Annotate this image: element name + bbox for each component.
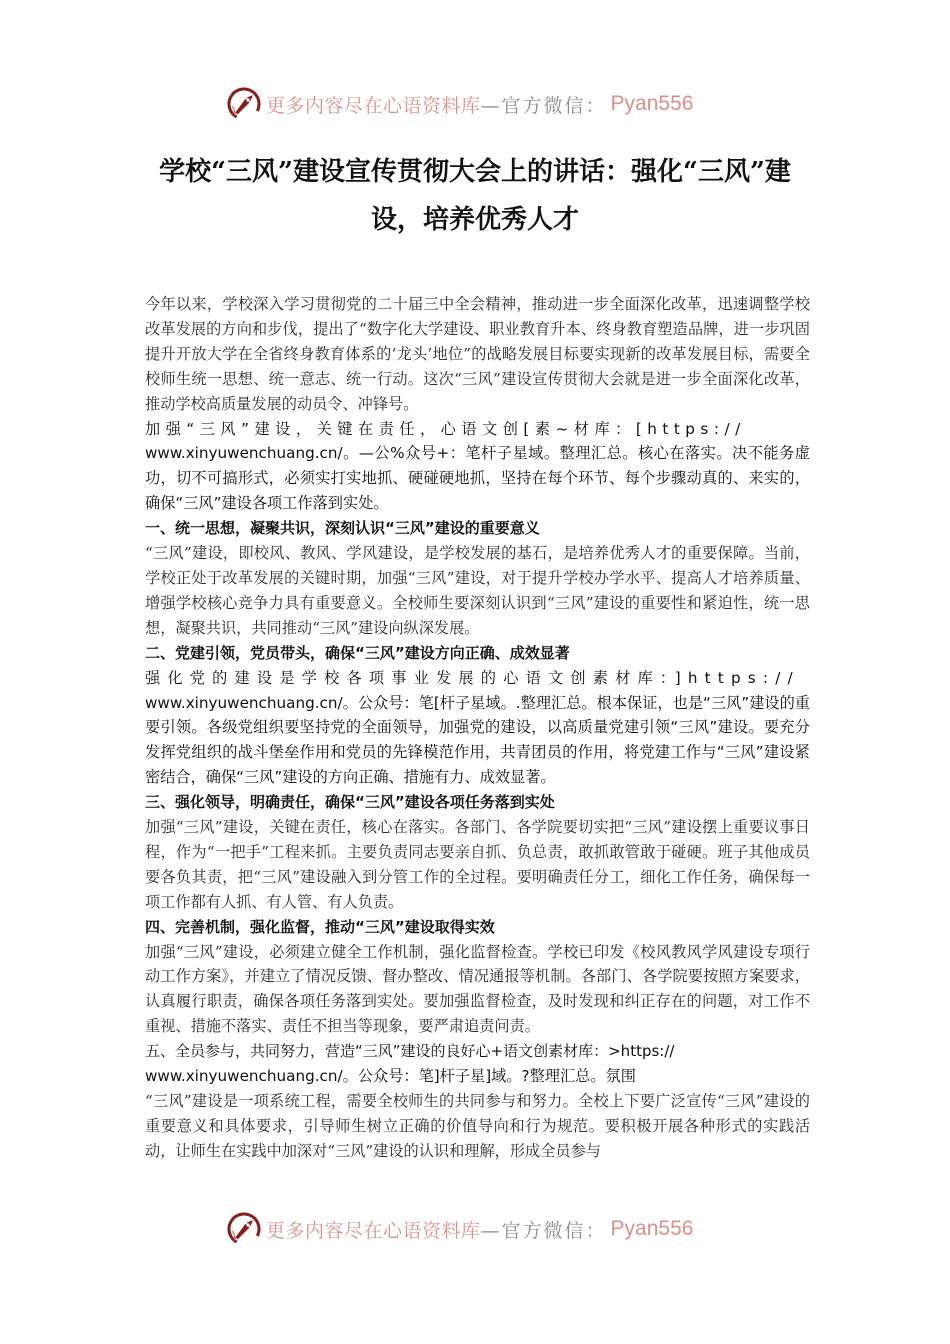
section-2-body-rest: www.xinyuwenchuang.cn/。公众号：笔[杆子星域。.整理汇总。根本保证，也是“三风”建设的重要引领。各级党组织要坚持党的全面领导，加强党的建设，以高质量党建引领“三风”建设。要充分发挥党组织的战斗堡垒作用和党员的先锋模范作用，共青团员的作用，将党建工作与“三风”建设紧密结合，确保“三风”建设的方向正确、措施有力、成效显著。 [145,693,810,787]
document-body [145,292,810,1164]
section-1-body: “三风”建设，即校风、教风、学风建设，是学校发展的基石，是培养优秀人才的重要保障。当前，学校正处于改革发展的关键时期，加强“三风”建设，对于提升学校办学水平、提高人才培养质量、增强学校核心竞争力具有重要意义。全校师生要深刻认识到“三风”建设的重要性和紧迫性，统一思想，凝聚共识，共同推动“三风”建设向纵深发展。 [145,544,810,637]
section-2-body-line-1: 强化党的建设是学校各项事业发展的心语文创素材库：]https:// [145,668,800,687]
header-watermark [226,84,693,124]
paragraph-2-rest: www.xinyuwenchuang.cn/。—公%众号+：笔杆子星域。整理汇总。核心在落实。决不能务虚功，切不可搞形式，必须实打实地抓、硬碰硬地抓，坚持在每个环节、每个步骤动真的、来实的，确保“三风”建设各项工作落到实处。 [145,444,810,513]
pen-nib-logo-icon [226,1211,262,1247]
footer-watermark [226,1209,693,1249]
section-4-body: 加强“三风”建设，必须建立健全工作机制，强化监督检查。学校已印发《校风教风学风建设专项行动工作方案》，并建立了情况反馈、督办整改、情况通报等机制。各部门、各学院要按照方案要求，认真履行职责，确保各项任务落到实处。要加强监督检查，及时发现和纠正存在的问题，对工作不重视、措施不落实、责任不担当等现象，要严肃追责问责。 [145,942,810,1036]
section-4-heading: 四、完善机制，强化监督，推动“三风”建设取得实效 [145,917,495,936]
section-5-heading: 五、全员参与，共同努力，营造“三风”建设的良好心+语文创素材库：>https:// [145,1042,675,1061]
section-5-body: “三风”建设是一项系统工程，需要全校师生的共同参与和努力。全校上下要广泛宣传“三风”建设的重要意义和具体要求，引导师生树立正确的价值导向和行为规范。要积极开展各种形式的实践活动，让师生在实践中加深对“三风”建设的认识和理解，形成全员参与 [145,1092,810,1160]
watermark-wechat-id: Pyan556 [610,92,694,115]
intro-paragraph: 今年以来，学校深入学习贯彻党的二十届三中全会精神，推动进一步全面深化改革，迅速调整学校改革发展的方向和步伐，提出了“数字化大学建设、职业教育升本、终身教育塑造品牌，进一步巩固提升开放大学在全省终身教育体系的‘龙头’地位”的战略发展目标要实现新的改革发展目标，需要全校师生统一思想、统一意志、统一行动。这次“三风”建设宣传贯彻大会就是进一步全面深化改革，推动学校高质量发展的动员令、冲锋号。 [145,295,810,413]
document-title: 学校“三风”建设宣传贯彻大会上的讲话：强化“三风”建设，培养优秀人才 [159,157,791,235]
watermark-brand-text: 更多内容尽在心语资料库 [266,1219,481,1242]
section-5-heading-rest: www.xinyuwenchuang.cn/。公众号：笔]杆子星]域。?整理汇总。氛围 [145,1067,636,1086]
pen-nib-logo-icon [226,86,262,122]
section-2-heading: 二、党建引领，党员带头，确保“三风”建设方向正确、成效显著 [145,643,570,662]
section-3-heading: 三、强化领导，明确责任，确保“三风”建设各项任务落到实处 [145,793,555,812]
watermark-separator-text: —官方微信： [480,94,607,117]
paragraph-2-line-1: 加强“三风”建设，关键在责任，心语文创[素~材库：[https:// [145,419,746,438]
watermark-brand-text: 更多内容尽在心语资料库 [266,94,481,117]
section-3-body: 加强“三风”建设，关键在责任，核心在落实。各部门、各学院要切实把“三风”建设摆上重要议事日程，作为“一把手”工程来抓。主要负责同志要亲自抓、负总责，敢抓敢管敢于碰硬。班子其他成员要各负其责，把“三风”建设融入到分管工作的全过程。要明确责任分工，细化工作任务，确保每一项工作都有人抓、有人管、有人负责。 [145,818,810,911]
watermark-separator-text: —官方微信： [480,1219,607,1242]
section-1-heading: 一、统一思想，凝聚共识，深刻认识“三风”建设的重要意义 [145,519,540,538]
watermark-wechat-id: Pyan556 [610,1217,694,1240]
